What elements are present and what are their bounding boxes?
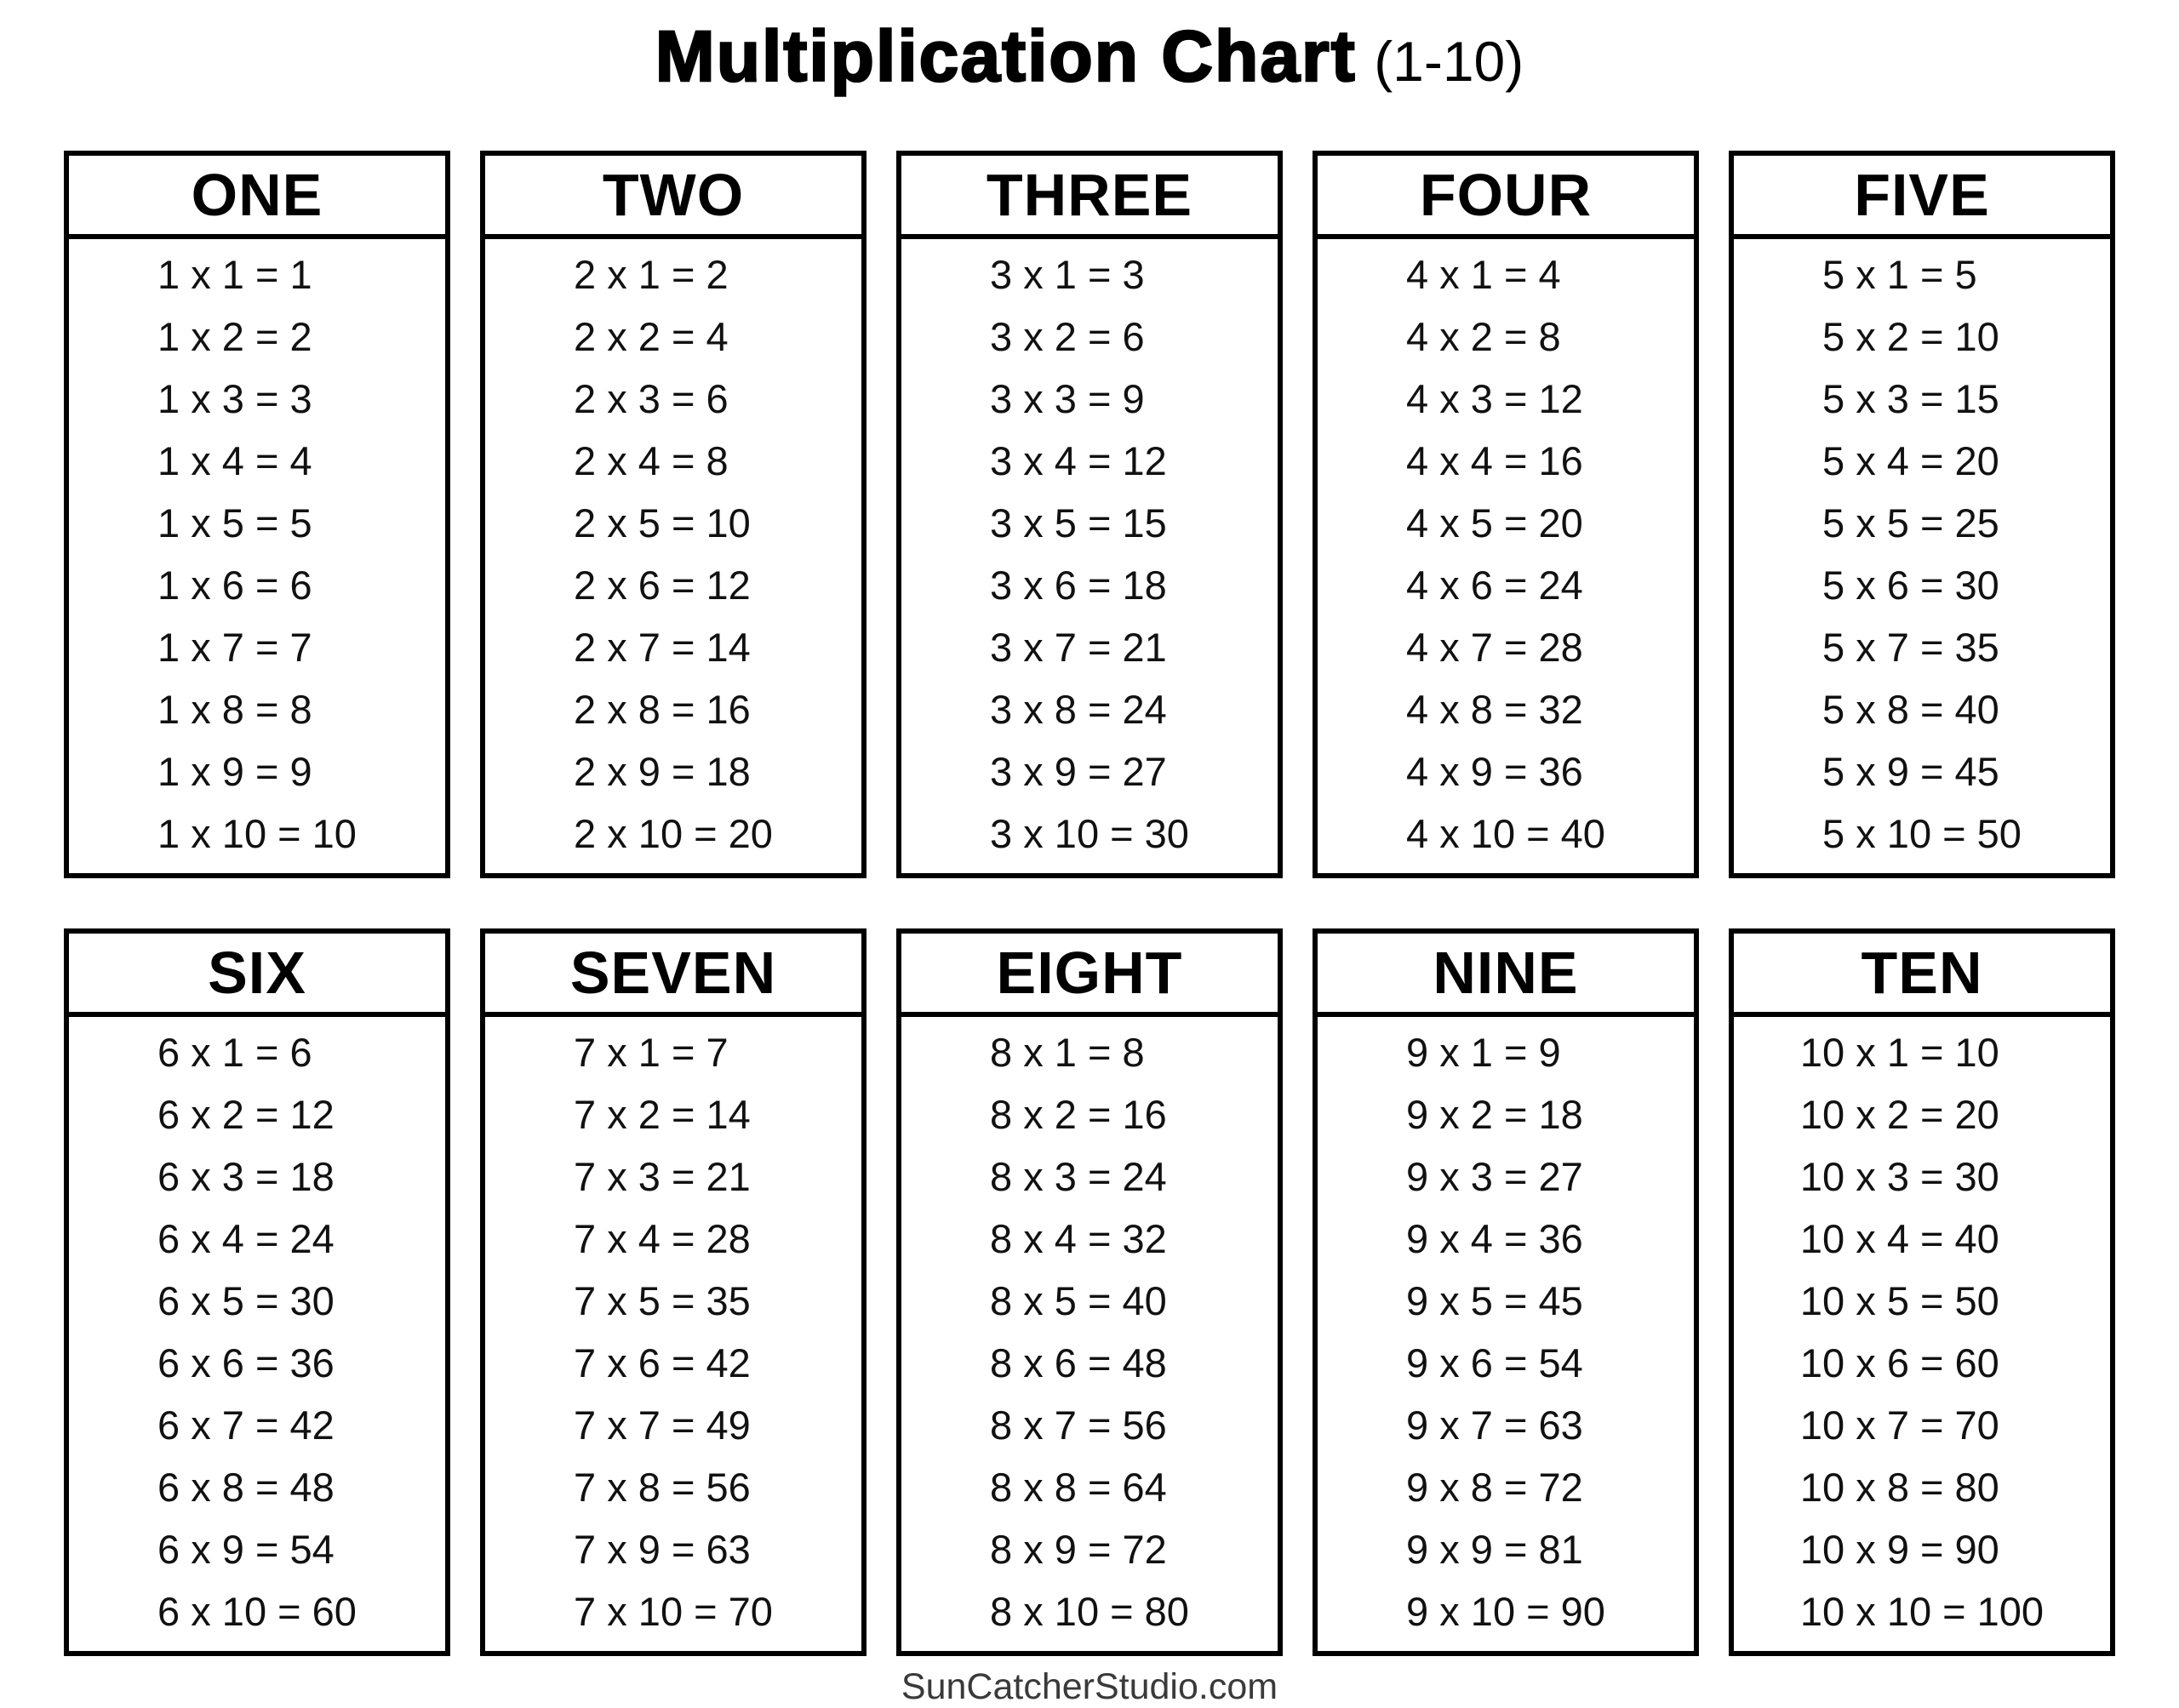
fact-line: 7 x 4 = 28: [574, 1216, 751, 1261]
table-facts: [1734, 239, 2110, 873]
fact-line: 3 x 6 = 18: [990, 563, 1167, 608]
fact-line: 8 x 8 = 64: [990, 1465, 1167, 1510]
fact-line: 5 x 1 = 5: [1822, 252, 1977, 297]
fact-line: 7 x 3 = 21: [574, 1154, 751, 1199]
fact-line: 1 x 1 = 1: [157, 252, 312, 297]
fact-line: 1 x 2 = 2: [157, 314, 312, 359]
fact-line: 2 x 7 = 14: [574, 625, 751, 670]
fact-line: 6 x 10 = 60: [157, 1589, 357, 1634]
fact-list: [990, 1021, 1189, 1651]
fact-line: 9 x 6 = 54: [1406, 1340, 1583, 1385]
fact-line: 2 x 2 = 4: [574, 314, 729, 359]
fact-line: 8 x 3 = 24: [990, 1154, 1167, 1199]
fact-line: 1 x 7 = 7: [157, 625, 312, 670]
table-facts: [901, 1017, 1278, 1651]
fact-list: [157, 243, 357, 873]
fact-line: 4 x 4 = 16: [1406, 438, 1583, 483]
table-card: [1313, 928, 1699, 1656]
fact-line: 5 x 6 = 30: [1822, 563, 1999, 608]
fact-line: 3 x 4 = 12: [990, 438, 1167, 483]
table-name: SEVEN: [485, 934, 861, 1017]
fact-line: 3 x 5 = 15: [990, 500, 1167, 546]
fact-line: 9 x 5 = 45: [1406, 1278, 1583, 1323]
table-name: FIVE: [1734, 156, 2110, 239]
fact-line: 4 x 3 = 12: [1406, 376, 1583, 421]
fact-line: 5 x 4 = 20: [1822, 438, 1999, 483]
table-name: NINE: [1318, 934, 1694, 1017]
fact-line: 7 x 8 = 56: [574, 1465, 751, 1510]
fact-line: 5 x 5 = 25: [1822, 500, 1999, 546]
page-title-range: (1-10): [1374, 30, 1524, 93]
fact-line: 1 x 3 = 3: [157, 376, 312, 421]
fact-line: 9 x 10 = 90: [1406, 1589, 1605, 1634]
fact-list: [574, 1021, 773, 1651]
fact-line: 6 x 5 = 30: [157, 1278, 335, 1323]
fact-line: 9 x 7 = 63: [1406, 1402, 1583, 1448]
table-name: FOUR: [1318, 156, 1694, 239]
fact-line: 10 x 5 = 50: [1799, 1278, 1999, 1323]
table-facts: [485, 1017, 861, 1651]
page-title: [0, 0, 2179, 122]
fact-list: [990, 243, 1189, 873]
fact-line: 9 x 8 = 72: [1406, 1465, 1583, 1510]
fact-line: 6 x 9 = 54: [157, 1527, 335, 1572]
fact-line: 1 x 8 = 8: [157, 687, 312, 732]
fact-line: 4 x 6 = 24: [1406, 563, 1583, 608]
fact-line: 10 x 10 = 100: [1799, 1589, 2045, 1634]
fact-line: 6 x 2 = 12: [157, 1092, 335, 1137]
fact-line: 3 x 2 = 6: [990, 314, 1145, 359]
fact-line: 5 x 10 = 50: [1822, 811, 2022, 856]
fact-line: 2 x 8 = 16: [574, 687, 751, 732]
fact-line: 3 x 8 = 24: [990, 687, 1167, 732]
fact-line: 4 x 9 = 36: [1406, 749, 1583, 794]
fact-line: 10 x 4 = 40: [1799, 1216, 1999, 1261]
table-card: [1729, 928, 2115, 1656]
fact-line: 4 x 10 = 40: [1406, 811, 1605, 856]
fact-line: 5 x 9 = 45: [1822, 749, 1999, 794]
fact-line: 2 x 1 = 2: [574, 252, 729, 297]
fact-line: 8 x 2 = 16: [990, 1092, 1167, 1137]
table-facts: [485, 239, 861, 873]
fact-line: 8 x 5 = 40: [990, 1278, 1167, 1323]
table-card: [64, 151, 450, 878]
fact-line: 10 x 6 = 60: [1799, 1340, 1999, 1385]
fact-line: 10 x 1 = 10: [1799, 1030, 1999, 1075]
fact-line: 6 x 6 = 36: [157, 1340, 335, 1385]
table-name: SIX: [69, 934, 445, 1017]
fact-line: 2 x 5 = 10: [574, 500, 751, 546]
table-name: THREE: [901, 156, 1278, 239]
fact-line: 2 x 4 = 8: [574, 438, 729, 483]
table-card: [896, 151, 1283, 878]
fact-line: 9 x 1 = 9: [1406, 1030, 1561, 1075]
fact-line: 7 x 2 = 14: [574, 1092, 751, 1137]
table-facts: [901, 239, 1278, 873]
fact-list: [1406, 243, 1605, 873]
fact-line: 9 x 4 = 36: [1406, 1216, 1583, 1261]
table-card: [1729, 151, 2115, 878]
table-name: ONE: [69, 156, 445, 239]
fact-line: 4 x 1 = 4: [1406, 252, 1561, 297]
table-facts: [69, 239, 445, 873]
fact-line: 2 x 6 = 12: [574, 563, 751, 608]
fact-line: 2 x 3 = 6: [574, 376, 729, 421]
fact-line: 6 x 4 = 24: [157, 1216, 335, 1261]
fact-line: 7 x 6 = 42: [574, 1340, 751, 1385]
table-card: [480, 928, 866, 1656]
fact-line: 3 x 3 = 9: [990, 376, 1145, 421]
fact-list: [574, 243, 773, 873]
fact-line: 3 x 9 = 27: [990, 749, 1167, 794]
fact-line: 6 x 8 = 48: [157, 1465, 335, 1510]
fact-line: 2 x 10 = 20: [574, 811, 773, 856]
page-title-text: Multiplication Chart: [655, 16, 1357, 96]
footer-site-text: SunCatcherStudio.com: [901, 1666, 1278, 1707]
fact-line: 9 x 2 = 18: [1406, 1092, 1583, 1137]
fact-line: 10 x 8 = 80: [1799, 1465, 1999, 1510]
fact-line: 8 x 6 = 48: [990, 1340, 1167, 1385]
fact-line: 5 x 2 = 10: [1822, 314, 1999, 359]
fact-list: [1822, 243, 2022, 873]
fact-line: 10 x 2 = 20: [1799, 1092, 1999, 1137]
fact-line: 10 x 3 = 30: [1799, 1154, 1999, 1199]
fact-line: 7 x 1 = 7: [574, 1030, 729, 1075]
fact-line: 6 x 7 = 42: [157, 1402, 335, 1448]
fact-line: 7 x 10 = 70: [574, 1589, 773, 1634]
fact-list: [157, 1021, 357, 1651]
fact-line: 7 x 9 = 63: [574, 1527, 751, 1572]
fact-list: [1800, 1021, 2044, 1651]
fact-line: 9 x 3 = 27: [1406, 1154, 1583, 1199]
tables-grid: [64, 151, 2115, 1656]
fact-line: 4 x 8 = 32: [1406, 687, 1583, 732]
table-facts: [69, 1017, 445, 1651]
fact-line: 6 x 3 = 18: [157, 1154, 335, 1199]
table-facts: [1734, 1017, 2110, 1651]
fact-line: 10 x 9 = 90: [1799, 1527, 1999, 1572]
table-name: TEN: [1734, 934, 2110, 1017]
table-card: [480, 151, 866, 878]
table-name: TWO: [485, 156, 861, 239]
fact-line: 3 x 10 = 30: [990, 811, 1189, 856]
fact-line: 1 x 10 = 10: [157, 811, 357, 856]
table-facts: [1318, 239, 1694, 873]
fact-line: 4 x 5 = 20: [1406, 500, 1583, 546]
table-name: EIGHT: [901, 934, 1278, 1017]
fact-line: 9 x 9 = 81: [1406, 1527, 1583, 1572]
fact-line: 8 x 9 = 72: [990, 1527, 1167, 1572]
table-card: [896, 928, 1283, 1656]
table-card: [64, 928, 450, 1656]
fact-line: 8 x 1 = 8: [990, 1030, 1145, 1075]
fact-line: 3 x 7 = 21: [990, 625, 1167, 670]
fact-line: 6 x 1 = 6: [157, 1030, 312, 1075]
fact-list: [1406, 1021, 1605, 1651]
fact-line: 5 x 7 = 35: [1822, 625, 1999, 670]
fact-line: 3 x 1 = 3: [990, 252, 1145, 297]
fact-line: 8 x 10 = 80: [990, 1589, 1189, 1634]
fact-line: 5 x 8 = 40: [1822, 687, 1999, 732]
fact-line: 4 x 7 = 28: [1406, 625, 1583, 670]
fact-line: 5 x 3 = 15: [1822, 376, 1999, 421]
table-facts: [1318, 1017, 1694, 1651]
fact-line: 7 x 7 = 49: [574, 1402, 751, 1448]
fact-line: 8 x 7 = 56: [990, 1402, 1167, 1448]
table-card: [1313, 151, 1699, 878]
fact-line: 10 x 7 = 70: [1799, 1402, 1999, 1448]
fact-line: 2 x 9 = 18: [574, 749, 751, 794]
fact-line: 1 x 5 = 5: [157, 500, 312, 546]
fact-line: 7 x 5 = 35: [574, 1278, 751, 1323]
fact-line: 1 x 9 = 9: [157, 749, 312, 794]
fact-line: 1 x 6 = 6: [157, 563, 312, 608]
fact-line: 1 x 4 = 4: [157, 438, 312, 483]
fact-line: 4 x 2 = 8: [1406, 314, 1561, 359]
fact-line: 8 x 4 = 32: [990, 1216, 1167, 1261]
